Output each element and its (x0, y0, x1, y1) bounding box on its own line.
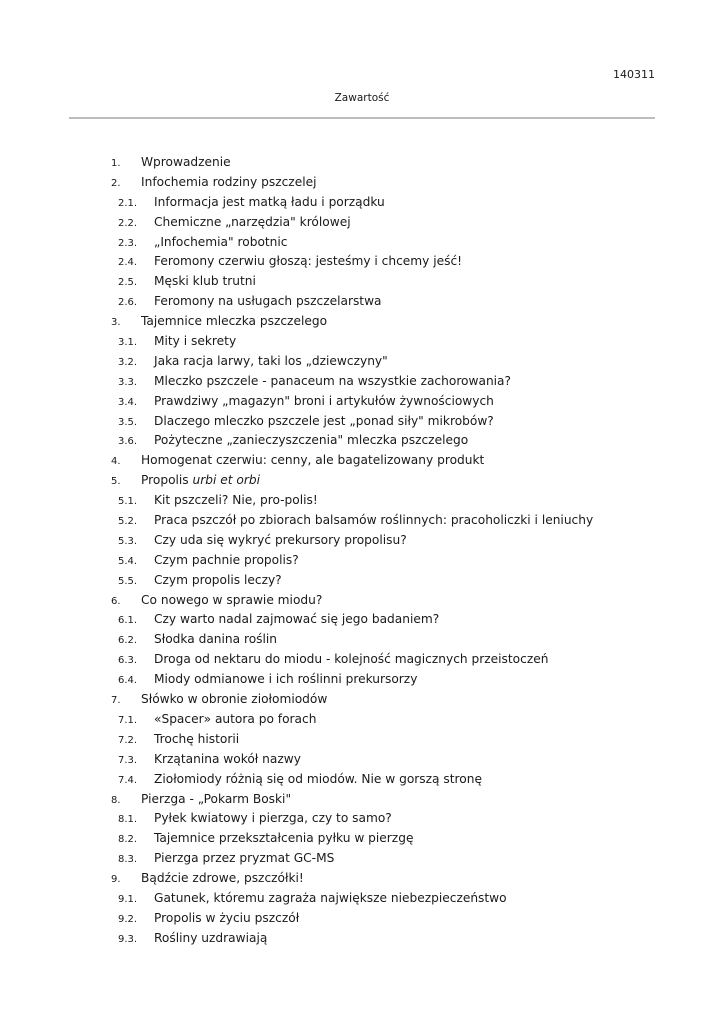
toc-entry[interactable] (0, 471, 724, 491)
toc-entry-text: Pożyteczne „zanieczyszczenia" mleczka pszczelego (154, 433, 469, 448)
toc-entry[interactable] (0, 710, 724, 730)
toc-entry-text: Krzątanina wokół nazwy (154, 751, 301, 766)
toc-entry-number: 6.3. (118, 655, 138, 667)
header-divider (69, 117, 655, 119)
toc-entry-text: Ziołomiody różnią się od miodów. Nie w gorszą stronę (154, 771, 482, 786)
toc-entry-title (154, 849, 334, 869)
toc-entry[interactable] (0, 809, 724, 829)
toc-entry[interactable] (0, 272, 724, 292)
toc-entry-title (154, 730, 239, 750)
toc-entry[interactable] (0, 292, 724, 312)
toc-entry-number: 2.1. (118, 197, 138, 209)
toc-entry-text: Homogenat czerwiu: cenny, ale bagatelizowany produkt (141, 453, 485, 468)
toc-entry-title (154, 650, 548, 670)
toc-entry-title (154, 770, 482, 790)
toc-entry-number: 2.5. (118, 277, 138, 289)
toc-entry-title (154, 571, 282, 591)
toc-entry-text: Prawdziwy „magazyn" broni i artykułów żywnościowych (154, 393, 494, 408)
toc-entry[interactable] (0, 889, 724, 909)
toc-entry-text: Informacja jest matką ładu i porządku (154, 194, 385, 209)
toc-entry-number: 3.5. (118, 416, 138, 428)
toc-entry-number: 8.2. (118, 834, 138, 846)
toc-entry[interactable] (0, 630, 724, 650)
toc-entry-text: Mity i sekrety (154, 334, 237, 349)
toc-entry-number: 8.1. (118, 814, 138, 826)
toc-entry-title (154, 809, 392, 829)
toc-entry-title (154, 431, 468, 451)
toc-entry-number: 7.2. (118, 734, 138, 746)
toc-entry-number: 7.3. (118, 754, 138, 766)
toc-entry-number: 2.3. (118, 237, 138, 249)
toc-entry[interactable] (0, 451, 724, 471)
toc-entry-number: 5.3. (118, 535, 138, 547)
toc-entry-title (154, 551, 299, 571)
toc-entry-text: Miody odmianowe i ich roślinni prekursorzy (154, 672, 418, 687)
toc-entry-title (154, 392, 494, 412)
toc-entry-title (141, 451, 484, 471)
toc-entry-text: Pierzga przez pryzmat GC-MS (154, 851, 335, 866)
toc-entry-title (154, 491, 318, 511)
toc-entry-title (154, 929, 267, 949)
toc-entry-number: 5.4. (118, 555, 138, 567)
toc-entry-number: 5.1. (118, 496, 138, 508)
toc-entry-number: 7.4. (118, 774, 138, 786)
toc-entry-title (141, 173, 316, 193)
page-title: Zawartość (334, 92, 390, 104)
toc-entry[interactable] (0, 173, 724, 193)
toc-entry-text: Chemiczne „narzędzia" królowej (154, 214, 351, 229)
toc-entry-title (154, 511, 593, 531)
toc-entry-title (141, 471, 260, 491)
toc-entry-number: 6. (111, 595, 121, 607)
toc-entry-text: Mleczko pszczele - panaceum na wszystkie zachorowania? (154, 373, 511, 388)
toc-entry-title (154, 412, 494, 432)
toc-entry-title (141, 591, 322, 611)
toc-entry-number: 1. (111, 158, 121, 169)
toc-entry[interactable] (0, 372, 724, 392)
toc-entry-number: 9.2. (118, 913, 138, 925)
toc-entry-text: «Spacer» autora po forach (154, 711, 317, 726)
toc-entry[interactable] (0, 412, 724, 432)
toc-entry-number: 3.1. (118, 337, 138, 349)
toc-entry-title (154, 889, 507, 909)
toc-entry-number: 7.1. (118, 714, 138, 726)
toc-entry-text: Bądźcie zdrowe, pszczółki! (141, 871, 304, 886)
toc-entry-title (154, 193, 385, 213)
toc-entry-title (154, 531, 407, 551)
toc-entry-text: Tajemnice mleczka pszczelego (141, 314, 328, 329)
toc-entry[interactable] (0, 233, 724, 253)
toc-entry[interactable] (0, 829, 724, 849)
toc-entry-text: Słówko w obronie ziołomiodów (141, 692, 328, 707)
toc-entry-title (154, 292, 382, 312)
toc-entry-italic-text: urbi et orbi (192, 473, 261, 488)
toc-entry-title (154, 610, 439, 630)
toc-entry-number: 7. (111, 695, 121, 707)
toc-entry-number: 3.4. (118, 396, 138, 408)
toc-entry[interactable] (0, 591, 724, 611)
toc-entry[interactable] (0, 332, 724, 352)
toc-entry-title (154, 332, 236, 352)
toc-entry[interactable] (0, 571, 724, 591)
toc-entry-number: 6.2. (118, 635, 138, 647)
toc-entry-text: Co nowego w sprawie miodu? (141, 592, 323, 607)
toc-entry-title (154, 352, 388, 372)
toc-entry[interactable] (0, 650, 724, 670)
toc-entry-text: Czy warto nadal zajmować się jego badaniem? (154, 612, 440, 627)
toc-entry-number: 9. (111, 874, 121, 886)
toc-entry-text: Męski klub trutni (154, 274, 256, 289)
toc-entry-title (154, 829, 413, 849)
toc-entry-number: 8. (111, 794, 121, 806)
toc-entry-number: 5.5. (118, 575, 138, 587)
toc-entry-number: 2. (111, 177, 121, 189)
toc-entry-text: Droga od nektaru do miodu - kolejność magicznych przeistoczeń (154, 652, 549, 667)
toc-entry[interactable] (0, 849, 724, 869)
toc-entry[interactable] (0, 491, 724, 511)
toc-entry-number: 2.2. (118, 217, 138, 229)
toc-entry-title (154, 750, 301, 770)
toc-entry-title (154, 670, 417, 690)
toc-entry-title (154, 710, 316, 730)
toc-entry[interactable] (0, 869, 724, 889)
toc-entry-title (154, 213, 351, 233)
toc-entry-title (141, 690, 327, 710)
toc-entry-text: Wprowadzenie (141, 155, 231, 169)
toc-entry-text: Czy uda się wykryć prekursory propolisu? (154, 532, 407, 547)
toc-entry[interactable] (0, 352, 724, 372)
toc-entry[interactable] (0, 312, 724, 332)
toc-entry-text: Rośliny uzdrawiają (154, 930, 268, 945)
toc-entry-text: Propolis (141, 473, 193, 488)
toc-entry-text: Pierzga - „Pokarm Boski" (141, 791, 292, 806)
toc-entry[interactable] (0, 730, 724, 750)
toc-entry-title (154, 252, 462, 272)
toc-entry[interactable] (0, 193, 724, 213)
toc-entry-title (141, 153, 231, 173)
toc-entry-text: „Infochemia" robotnic (154, 234, 288, 249)
toc-entry-title (141, 869, 304, 889)
toc-entry-text: Gatunek, któremu zagraża największe niebezpieczeństwo (154, 890, 507, 905)
toc-entry-number: 6.1. (118, 615, 138, 627)
toc-entry-number: 4. (111, 456, 121, 468)
toc-entry-text: Praca pszczół po zbiorach balsamów roślinnych: pracoholiczki i leniuchy (154, 513, 594, 528)
toc-entry-text: Słodka danina roślin (154, 632, 278, 647)
toc-entry-number: 3. (111, 317, 121, 329)
toc-entry-text: Feromony czerwiu głoszą: jesteśmy i chcemy jeść! (154, 254, 463, 269)
toc-entry-number: 2.6. (118, 297, 138, 309)
toc-entry-title (154, 909, 299, 929)
toc-entry-number: 2.4. (118, 257, 138, 269)
toc-entry-title (154, 630, 277, 650)
toc-entry-text: Czym propolis leczy? (154, 572, 282, 587)
toc-entry-title (154, 272, 256, 292)
toc-entry-number: 3.3. (118, 376, 138, 388)
toc-entry-number: 3.2. (118, 356, 138, 368)
toc-entry[interactable] (0, 531, 724, 551)
toc-entry[interactable] (0, 670, 724, 690)
toc-entry-number: 8.3. (118, 854, 138, 866)
toc-entry-title (154, 233, 288, 253)
toc-entry-number: 9.1. (118, 893, 138, 905)
toc-entry[interactable] (0, 610, 724, 630)
document-id: 140311 (613, 68, 655, 81)
toc-entry[interactable] (0, 392, 724, 412)
toc-entry-text: Kit pszczeli? Nie, pro-polis! (154, 493, 318, 508)
toc-entry-number: 5.2. (118, 516, 138, 528)
toc-entry-text: Infochemia rodziny pszczelej (141, 174, 317, 189)
toc-entry-text: Czym pachnie propolis? (154, 552, 299, 567)
toc-entry[interactable] (0, 551, 724, 571)
toc-entry[interactable] (0, 790, 724, 810)
toc-entry[interactable] (0, 213, 724, 233)
toc-entry[interactable] (0, 690, 724, 710)
toc-entry-text: Tajemnice przekształcenia pyłku w pierzgę (154, 831, 414, 846)
toc-entry-text: Trochę historii (154, 731, 240, 746)
toc-entry[interactable] (0, 511, 724, 531)
toc-entry[interactable] (0, 153, 724, 173)
toc-entry-text: Dlaczego mleczko pszczele jest „ponad siły" mikrobów? (154, 413, 494, 428)
toc-entry-title (141, 790, 291, 810)
toc-entry[interactable] (0, 770, 724, 790)
toc-entry[interactable] (0, 929, 724, 949)
toc-entry[interactable] (0, 431, 724, 451)
toc-entry-number: 5. (111, 476, 121, 488)
toc-entry-number: 3.6. (118, 436, 138, 448)
toc-entry[interactable] (0, 909, 724, 929)
toc-entry[interactable] (0, 252, 724, 272)
toc-entry-text: Jaka racja larwy, taki los „dziewczyny" (154, 353, 388, 368)
toc-entry-title (141, 312, 327, 332)
toc-entry-text: Feromony na usługach pszczelarstwa (154, 294, 382, 309)
toc-entry-title (154, 372, 511, 392)
toc-entry[interactable] (0, 750, 724, 770)
table-of-contents (0, 153, 724, 949)
toc-entry-text: Propolis w życiu pszczół (154, 910, 300, 925)
toc-entry-number: 9.3. (118, 933, 138, 945)
toc-entry-number: 6.4. (118, 675, 138, 687)
toc-entry-text: Pyłek kwiatowy i pierzga, czy to samo? (154, 811, 392, 826)
